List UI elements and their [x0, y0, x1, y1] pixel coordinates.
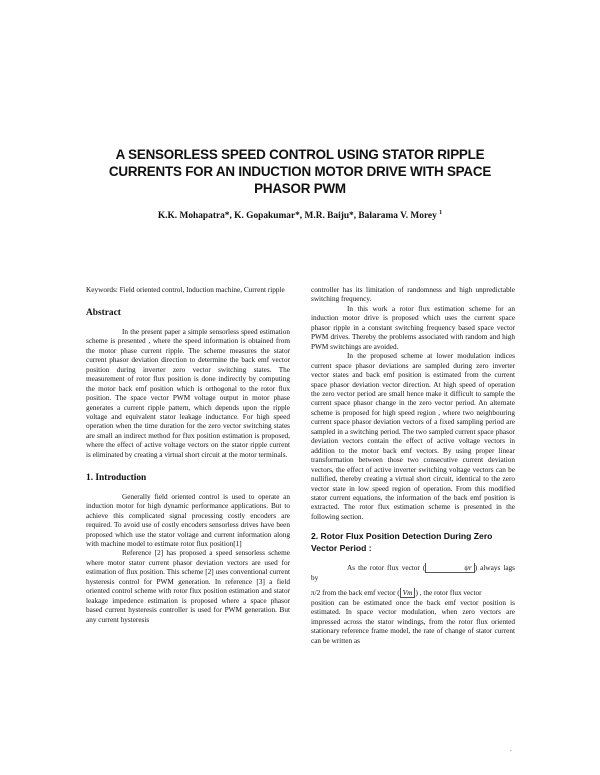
- keywords: Keywords: Field oriented control, Induction machine, Current ripple: [86, 286, 285, 294]
- paper-title: A SENSORLESS SPEED CONTROL USING STATOR RIPPLE CURRENTS FOR AN INDUCTION MOTOR DRIVE WITH SPACE PHASOR PWM: [108, 147, 492, 196]
- s2-line2-a: π/2 from the back emf vector (: [311, 589, 400, 598]
- page-mark: .: [510, 745, 512, 753]
- section-2-heading: 2. Rotor Flux Position Detection During Zero Vector Period :: [311, 531, 493, 553]
- right-paragraph-1: controller has its limitation of randomness and high unpredictable switching frequency.: [311, 286, 515, 304]
- section-2-paragraph: position can be estimated once the back emf vector position is estimated. In space vector modulation, when zero vectors are impressed across the stator windings, from the rotor flux oriented stationary reference frame model, the rate of change of stator current can be written as: [311, 598, 515, 645]
- right-paragraph-3: In the proposed scheme at lower modulation indices current space phasor deviations are sampled during zero inverter vector states and back emf position is estimated from the current space phasor deviation vector direction. At high speed of operation the zero vector period are small hence make it difficult to sample the current space phasor change in the zero vector period. An alternate scheme is proposed for high speed region , where two neighbouring current space phasor deviation vectors of a fixed sampling period are sampled in a switching period. The two sampled current space phasor deviation vectors contain the effect of active voltage vectors in addition to the motor back emf vectors. By using proper linear transformation between those two consecutive current deviation vectors, the effect of active inverter switching voltage vectors can be nullified, thereby creating a virtual short circuit, identical to the zero vector state in low speed region of operation. From this modified stator current equations, the information of the back emf position is extracted. The rotor flux estimation scheme is presented in the following section.: [311, 352, 515, 521]
- s2-line1-b: ) always lags by: [311, 564, 515, 582]
- section-2-line-1: [311, 563, 515, 583]
- authors-text: K.K. Mohapatra*, K. Gopakumar*, M.R. Baiju*, Balarama V. Morey: [157, 211, 437, 222]
- abstract-heading: Abstract: [86, 308, 121, 319]
- intro-paragraph-2: Reference [2] has proposed a speed sensorless scheme where motor stator current phasor deviation vectors are used for estimation of flux position. This scheme [2] uses conventional current hysteresis control for PWM generation. In reference [3] a field oriented control scheme with rotor flux position estimation and stator leakage impedence estimation is proposed where a space phasor based current hysteresis controller is used for PWM generation. But any current hysteresis: [86, 549, 290, 624]
- section-2-line-2: [311, 588, 515, 598]
- right-column: [311, 286, 515, 646]
- s2-line2-b: ) , the rotor flux vector: [415, 589, 482, 598]
- intro-paragraph-1: Generally field oriented control is used to operate an induction motor for high dynamic performance applications. But to achieve this complicated signal processing costly encoders are required. To avoid use of costly encoders sensorless drives have been proposed which use the stator voltage and current information along with machine model to estimate rotor flux position[1]: [86, 492, 290, 548]
- abstract-text: In the present paper a simple sensorless speed estimation scheme is presented , where the speed information is obtained from the motor phase current ripple. The scheme measures the stator current phasor deviation direction to determine the back emf vector position during inverter zero vector switching states. The measurement of rotor flux position is done indirectly by computing the motor back emf position which is orthogonal to the rotor flux position. The space vector PWM voltage output in motor phase generates a current ripple pattern, which depends upon the ripple voltage and equivalent stator leakage inductance. For high speed operation when the time duration for the zero vector switching states are small an indirect method for flux position estimation is proposed, where the effect of active voltage vectors on the stator ripple current is eliminated by creating a virtual short circuit at the motor terminals.: [86, 327, 290, 459]
- author-footnote-mark: 1: [439, 210, 443, 216]
- s2-line1-a: As the rotor flux vector (: [347, 564, 426, 573]
- right-paragraph-2: In this work a rotor flux estimation scheme for an induction motor drive is proposed which uses the current space phasor ripple in a constant switching frequency based space vector PWM drives. Thereby the problems associated with random and high PWM switchings are avoided.: [311, 304, 515, 351]
- rotor-flux-symbol: ψr: [425, 563, 474, 573]
- author-list: [80, 210, 520, 221]
- intro-heading: 1. Introduction: [86, 473, 147, 484]
- back-emf-symbol: Vm: [400, 588, 416, 598]
- left-column: [86, 286, 290, 625]
